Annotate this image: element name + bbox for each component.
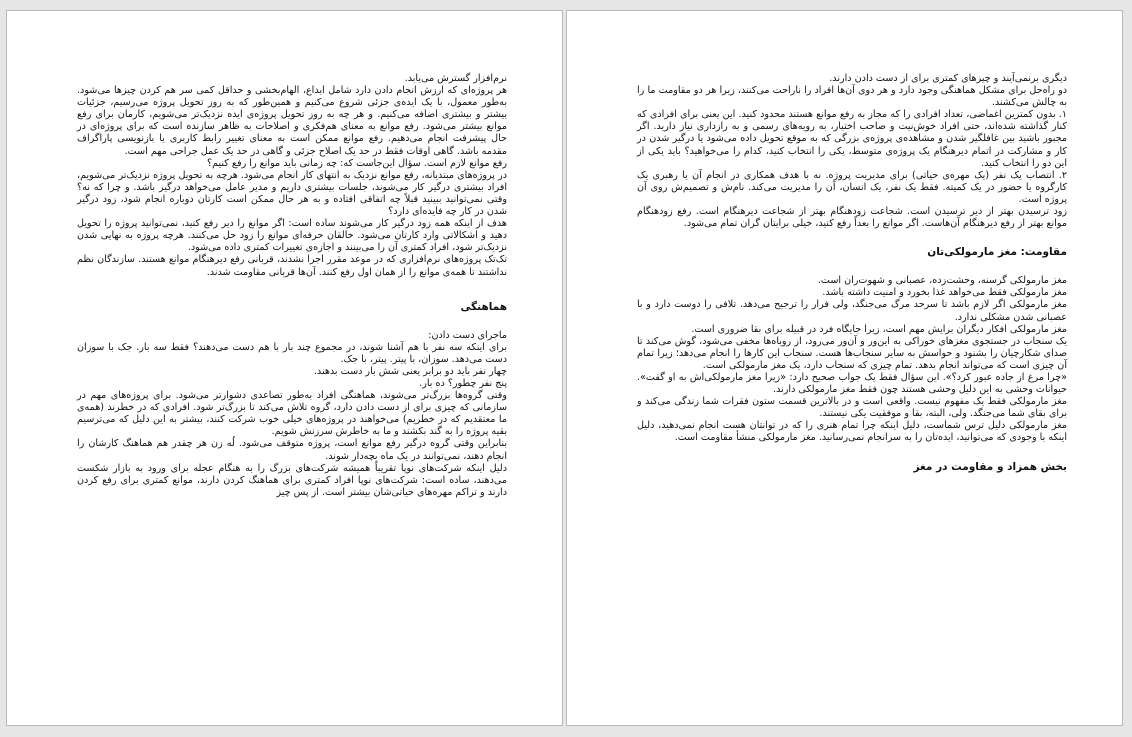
paragraph: دلیل اینکه شرکت‌های نوپا تقریباً همیشه شرکت‌های بزرگ را به هنگام عجله برای ورود به بازار شکست می‌دهند، ساده است: شرکت‌های نوپا افراد کمتری برای هماهنگ کردن دارند، موانع کمتری برای رفع کردن دارند و تراکم مهره‌های حیاتی‌شان بیشتر است. از پس چیز — [77, 462, 507, 498]
paragraph: مغز مارمولکی افکار دیگران برایش مهم است، زیرا جایگاه فرد در قبیله برای بقا ضروری است. — [691, 323, 1067, 335]
document-page-right — [566, 10, 1123, 726]
paragraph: مغز مارمولکی دلیل ترس شماست، دلیل اینکه چرا تمام هنری را که در توانتان هست انجام نمی‌دهید، دلیل اینکه با وجودی که می‌توانید، ایده‌تان را به سرانجام نمی‌رسانید. مغز مارمولکی منشأ مقاومت است. — [637, 420, 1067, 444]
paragraph: نرم‌افزار گسترش می‌یابد. — [404, 73, 507, 84]
paragraph: هر پروژه‌ای که ارزش انجام دادن دارد شامل ابداع، الهام‌بخشی و حداقل کمی سر هم کردن چیزها می‌شود. به‌طور معمول، با یک ایده‌ی جزئی شروع می‌کنیم و همین‌طور که به روز تحویل پروژه می‌رسیم، جزئیات بیشتر و بیشتری اضافه می‌کنیم. و هر چه به روز تحویل پروژه‌ی ایده نزدیک‌تر می‌شویم، کارمان برای رفع موانع بیشتر می‌شود. رفع موانع به معنای هم‌فکری و اصلاحات به ظاهر سازنده است که برای پروژه‌ای در حال پیشرفت انجام می‌دهیم. رفع موانع ممکن است به معنای تغییر رابط کاربری یا بازنویسی پاراگراف مقدمه باشد. گاهی اوقات فقط در حد یک اصلاح جزئی و گاهی در حد یک عمل جراحی مهم است. — [77, 85, 507, 157]
paragraph: مغز مارمولکی فقط می‌خواهد غذا بخورد و امنیت داشته باشد. — [822, 287, 1067, 299]
section-heading: بخش همزاد و مقاومت در مغز — [913, 460, 1067, 473]
paragraph: مغز مارمولکی گرسنه، وحشت‌زده، عصبانی و شهوت‌ران است. — [817, 275, 1067, 287]
paragraph: دیگری برنمی‌آیند و چیزهای کمتری برای از دست دادن دارند. — [829, 73, 1067, 84]
paragraph: ۱. بدون کمترین اغماضی، تعداد افرادی را که مجاز به رفع موانع هستند محدود کنید. این یعنی برای افرادی که کنار گذاشته شده‌اند، حتی افراد خوش‌نیت و صاحب اختیار، به رویه‌های رسمی و به رازداری نیاز دارید. اگر مجبور باشید بین غافلگیر شدن و مشاهده‌ی پروژه‌ی بزرگی که به موقع تحویل داده می‌شود یا درگیر شدن در کار و مشارکت در اتمام دیرهنگام یک پروژه‌ی متوسط، یکی را انتخاب کنید، کدام را می‌خواهید؟ باید یکی از این دو را انتخاب کنید. — [637, 109, 1067, 169]
paragraph: تک‌تک پروژه‌های نرم‌افزاری که در موعد مقرر اجرا نشدند، قربانی رفع دیرهنگام موانع هستند. سازندگان نظم نداشتند تا همه‌ی موانع را از همان اول رفع کنند. آن‌ها قربانی مقاومت شدند. — [77, 254, 507, 278]
paragraph: مغز مارمولکی فقط یک مفهوم نیست. واقعی است و در بالاترین قسمت ستون فقرات شما زندگی می‌کند و برای بقای شما می‌جنگد. ولی، البته، بقا و موفقیت یکی نیستند. — [637, 396, 1067, 420]
paragraph: مغز مارمولکی اگر لازم باشد تا سرحد مرگ می‌جنگد، ولی فرار را ترجیح می‌دهد. تلافی را دوست دارد و با عصبانی شدن مشکلی ندارد. — [637, 299, 1067, 323]
page-text-column — [637, 73, 1067, 484]
paragraph: زود ترسیدن بهتر از دیر ترسیدن است. شجاعت زودهنگام بهتر از شجاعت دیرهنگام است. رفع زودهنگام موانع بهتر از رفع دیرهنگام آن‌هاست. اگر موانع را بعداً رفع کنید، خیلی برایتان گران تمام می‌شود. — [637, 206, 1067, 230]
paragraph: رفع موانع لازم است. سؤال این‌جاست که: چه زمانی باید موانع را رفع کنیم؟ — [207, 157, 507, 169]
paragraph: دو راه‌حل برای مشکل هماهنگی وجود دارد و هر دوی آن‌ها افراد را ناراحت می‌کنند، زیرا هر دو مقاومت ما را به چالش می‌کشند. — [637, 85, 1067, 109]
paragraph: برای اینکه سه نفر با هم آشنا شوند، در مجموع چند بار با هم دست می‌دهند؟ فقط سه بار. جک با سوزان دست می‌دهد. سوزان، با پیتر. پیتر، با جک. — [77, 341, 507, 365]
paragraph: هدف از اینکه همه زود درگیر کار می‌شوند ساده است: اگر موانع را دیر رفع کنید، نمی‌توانید پروژه را تحویل دهید و اشکالاتی وارد کارتان می‌شود. خالقان حرفه‌ای موانع را زود حل می‌کنند. هرچه پروژه به نهایی شدن نزدیک‌تر شود، افراد کمتری آن را می‌بینند و اجازه‌ی تغییرات کمتری داده می‌شود. — [77, 218, 507, 254]
page-text-column — [77, 73, 507, 499]
section-heading: هماهنگی — [460, 300, 507, 313]
paragraph: وقتی گروه‌ها بزرگ‌تر می‌شوند، هماهنگی افراد به‌طور تصاعدی دشوارتر می‌شود. برای پروژه‌های مهم در سازمانی که چیزی برای از دست دادن دارد، گروه تلاش می‌کند تا بزرگ‌تر شود. افرادی که در خطرند (همه‌ی ما معتقدیم که در خطریم) می‌خواهند در پروژه‌های خیلی خوب شرکت کنند، بیشتر به این دلیل که می‌ترسیم بقیه پروژه را به گند بکشند و ما به خاطرش سرزنش شویم. — [77, 390, 507, 438]
paragraph: یک سنجاب در جستجوی مغزهای خوراکی به این‌ور و آن‌ور می‌رود، از روباه‌ها مخفی می‌شود، گوش می‌کند تا صدای شکارچیان را بشنود و حواسش به سایر سنجاب‌ها هست. سنجاب این کارها را انجام می‌دهد؛ زیرا تمام آن چیزی است که می‌تواند انجام بدهد. تمام چیزی که سنجاب دارد، یک مغز مارمولکی است. — [637, 335, 1067, 371]
paragraph: در پروژه‌های مبتدیانه، رفع موانع نزدیک به انتهای کار انجام می‌شود. هرچه به تحویل پروژه نزدیک‌تر می‌شویم، افراد بیشتری درگیر کار می‌شوند، جلسات بیشتری داریم و مدیر عامل می‌خواهد درگیر باشد. و چرا که نه؟ وقتی نمی‌توانید ببینید قبلاً چه اتفاقی افتاده و به هر حال ممکن است کارتان دوباره انجام شود، زود درگیر شدن در کار چه فایده‌ای دارد؟ — [77, 169, 507, 218]
paragraph: پنج نفر چطور؟ ده بار. — [419, 377, 507, 389]
paragraph: ماجرای دست دادن: — [428, 329, 507, 341]
paragraph: «چرا مرغ از جاده عبور کرد؟». این سؤال فقط یک جواب صحیح دارد: «زیرا مغز مارمولکی‌اش به او گفت». حیوانات وحشی به این دلیل وحشی هستند چون فقط مغز مارمولکی دارند. — [637, 371, 1067, 396]
paragraph: ۲. انتصاب یک نفر (یک مهره‌ی حیاتی) برای مدیریت پروژه. نه با هدف همکاری در انجام آن یا رهبری یک کارگروه یا حضور در یک کمیته. فقط یک نفر، یک انسان، آن را مدیریت می‌کند. نام‌ش و تصمیم‌ش روی آن پروژه است. — [637, 169, 1067, 205]
paragraph: بنابراین وقتی گروه درگیر رفع موانع است، پروژه متوقف می‌شود. لُه زن هر چقدر هم هماهنگ کارشان را انجام دهند، نمی‌توانند در یک ماه بچه‌دار شوند. — [77, 438, 507, 462]
document-page-left — [6, 10, 563, 726]
paragraph: چهار نفر باید دو برابر یعنی شش بار دست بدهند. — [313, 365, 507, 377]
section-heading: مقاومت: مغز مارمولکی‌تان — [927, 246, 1067, 259]
